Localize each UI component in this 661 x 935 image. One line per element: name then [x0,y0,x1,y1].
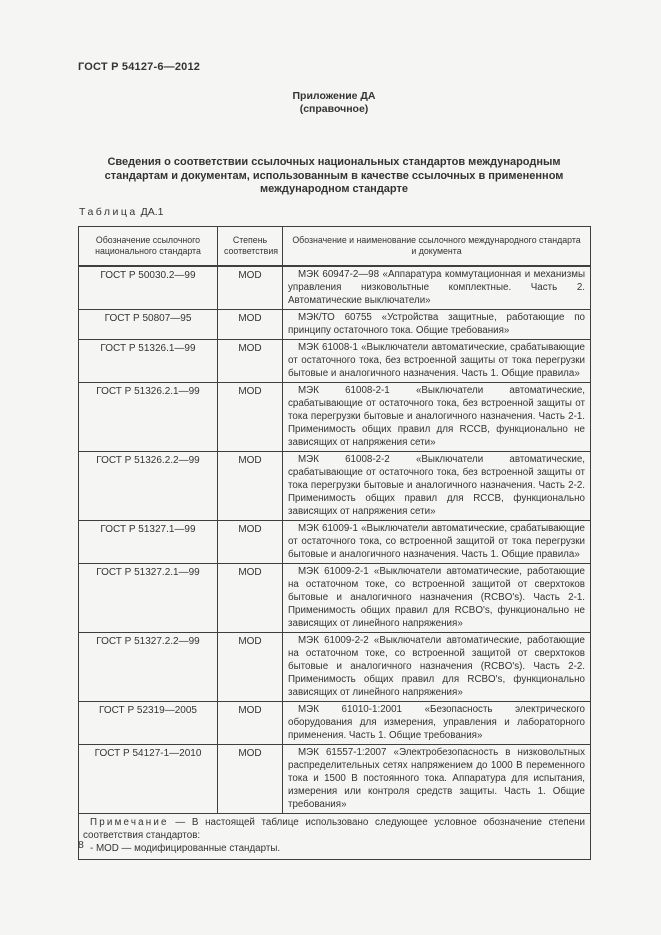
national-standard-cell: ГОСТ Р 54127-1—2010 [79,745,218,814]
appendix-heading [78,90,590,116]
table-row [79,564,591,633]
national-standard-cell: ГОСТ Р 51326.2.2—99 [79,452,218,521]
degree-cell: MOD [218,340,283,383]
table-caption-number: ДА.1 [140,206,164,218]
table-header-row [79,227,591,267]
table-row [79,310,591,340]
national-standard-cell: ГОСТ Р 51327.2.1—99 [79,564,218,633]
international-standard-cell: МЭК 61009-2-2 «Выключатели автоматические, работающие на остаточном токе, со встроенной защитой от сверхтоков бытовые и аналогичного назначения (RCBO's). Часть 2-2. Применимость общих правил для RCBO's, функционально зависящих от линейного напряжения» [283,633,591,702]
national-standard-cell: ГОСТ Р 51327.1—99 [79,521,218,564]
international-standard-cell: МЭК 61557-1:2007 «Электробезопасность в низковольтных распределительных сетях напряжением до 1000 В переменного тока и 1500 В постоянного тока. Аппаратура для испытания, измерения или контроля средств защиты. Часть 1. Общие требования» [283,745,591,814]
degree-cell: MOD [218,745,283,814]
table-row [79,702,591,745]
table-row [79,521,591,564]
degree-cell: MOD [218,633,283,702]
international-standard-cell: МЭК 61009-2-1 «Выключатели автоматические, работающие на остаточном токе, со встроенной защитой от сверхтоков бытовые и аналогичного назначения (RCBO's). Часть 2-1. Применимость общих правил для RCBO's, функционально не зависящих от линейного напряжения» [283,564,591,633]
degree-cell: MOD [218,564,283,633]
international-standard-cell: МЭК 61009-1 «Выключатели автоматические, срабатывающие от остаточного тока, со встроенной защитой от тока перегрузки бытовые и аналогичного назначения. Часть 1. Общие правила» [283,521,591,564]
table-caption [79,206,163,218]
international-standard-cell: МЭК 61008-2-2 «Выключатели автоматические, срабатывающие от остаточного тока, без встроенной защиты от тока перегрузки бытовые и аналогичного назначения. Часть 2-2. Применимость общих правил для RCCB, функционально зависящих от напряжения сети» [283,452,591,521]
note-text: — В настоящей таблице использовано следующее условное обозначение степени соответствия стандартов: [83,817,585,841]
international-standard-cell: МЭК 61008-1 «Выключатели автоматические, срабатывающие от остаточного тока, без встроенной защиты от тока перегрузки бытовые и аналогичного назначения. Часть 1. Общие правила» [283,340,591,383]
table-caption-word: Таблица [79,206,138,218]
degree-cell: MOD [218,702,283,745]
table-footer [79,814,591,860]
table-row [79,452,591,521]
note-label: Примечание [90,817,169,828]
table-row [79,633,591,702]
international-standard-cell: МЭК/ТО 60755 «Устройства защитные, работающие по принципу остаточного тока. Общие требования» [283,310,591,340]
table-row [79,340,591,383]
header-national-standard: Обозначение ссылочного национального стандарта [79,227,218,267]
standards-correspondence-table [78,226,591,860]
international-standard-cell: МЭК 60947-2—98 «Аппаратура коммутационная и механизмы управления низковольтные комплектные. Часть 2. Автоматические выключатели» [283,266,591,310]
national-standard-cell: ГОСТ Р 51326.1—99 [79,340,218,383]
national-standard-cell: ГОСТ Р 51327.2.2—99 [79,633,218,702]
international-standard-cell: МЭК 61010-1:2001 «Безопасность электрического оборудования для измерения, управления и лабораторного применения. Часть 1. Общие требования» [283,702,591,745]
table-note [83,816,585,842]
degree-cell: MOD [218,452,283,521]
page-number: 8 [78,839,84,851]
standards-table-body [79,266,591,814]
international-standard-cell: МЭК 61008-2-1 «Выключатели автоматические, срабатывающие от остаточного тока, без встроенной защиты от тока перегрузки бытовые и аналогичного назначения. Часть 2-1. Применимость общих правил для RCCB, функционально не зависящих от напряжения сети» [283,383,591,452]
appendix-type: (справочное) [299,103,369,115]
national-standard-cell: ГОСТ Р 50030.2—99 [79,266,218,310]
page-title: Сведения о соответствии ссылочных национальных стандартов международным стандартам и документам, использованным в качестве ссылочных в примененном международном стандарте [104,156,564,195]
degree-cell: MOD [218,266,283,310]
document-code: ГОСТ Р 54127-6—2012 [78,61,201,73]
table-head [79,227,591,267]
appendix-label: Приложение ДА [292,90,376,102]
table-row [79,266,591,310]
degree-cell: MOD [218,521,283,564]
national-standard-cell: ГОСТ Р 50807—95 [79,310,218,340]
degree-cell: MOD [218,310,283,340]
table-row [79,383,591,452]
national-standard-cell: ГОСТ Р 52319—2005 [79,702,218,745]
header-degree-of-correspondence: Степень соответствия [218,227,283,267]
table-row [79,745,591,814]
note-cell [79,814,591,860]
national-standard-cell: ГОСТ Р 51326.2.1—99 [79,383,218,452]
degree-cell: MOD [218,383,283,452]
note-item: - MOD — модифицированные стандарты. [90,843,281,854]
note-row [79,814,591,860]
header-international-standard: Обозначение и наименование ссылочного международного стандарта и документа [283,227,591,267]
